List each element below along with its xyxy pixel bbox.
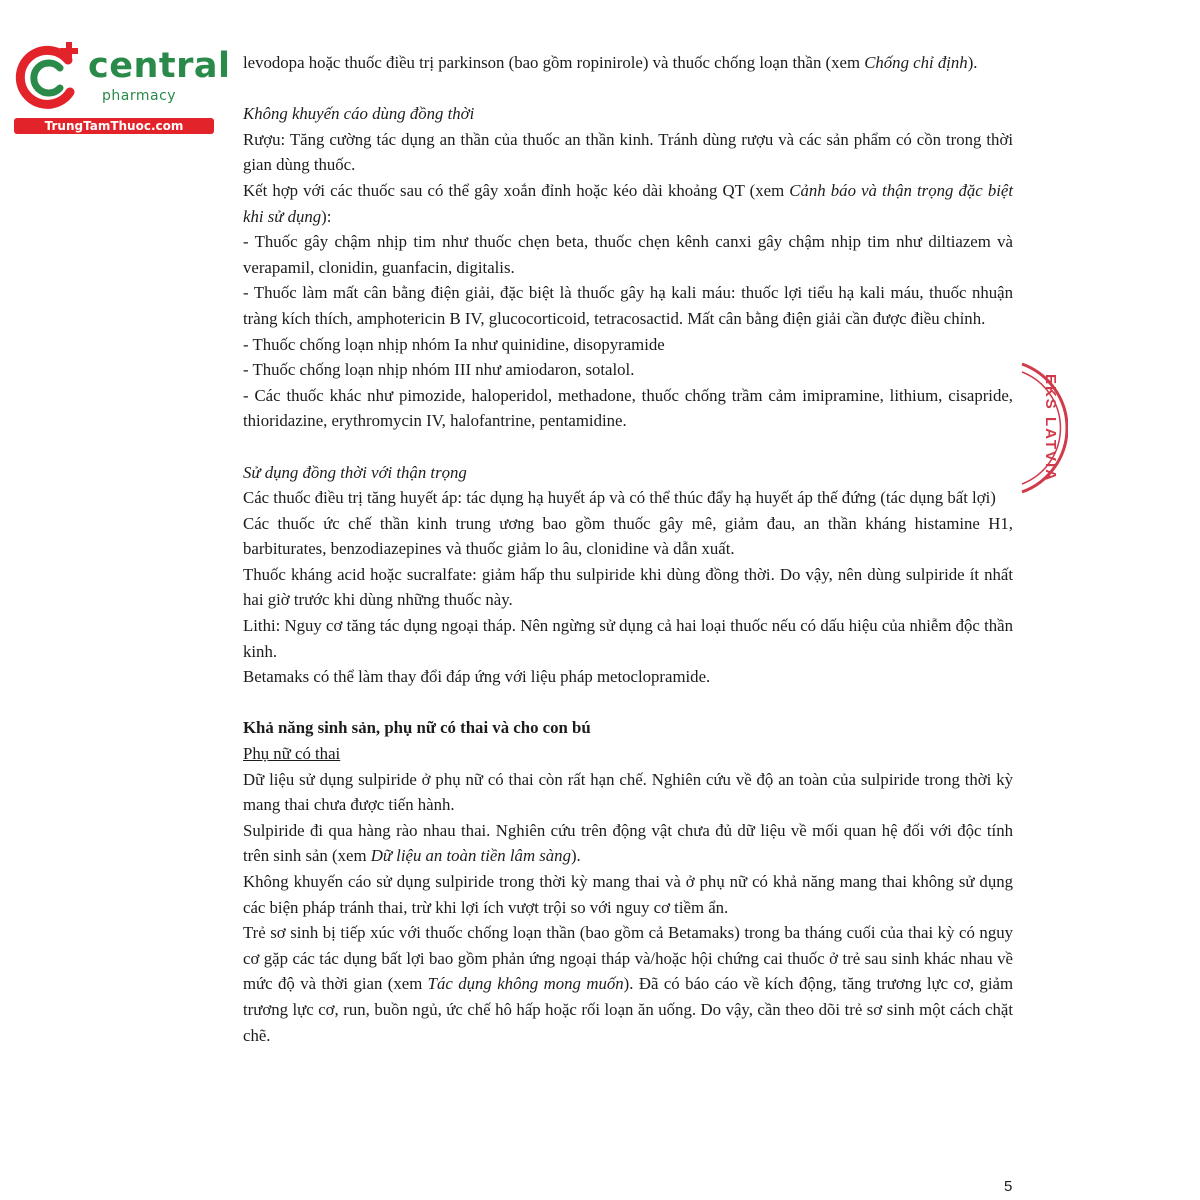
paragraph: Các thuốc ức chế thần kinh trung ương bao gồm thuốc gây mê, giảm đau, an thần kháng histamine H1, barbiturates, benzodiazepines và thuốc giảm lo âu, clonidine và dẫn xuất. [243,513,1013,559]
stamp-text: EKS LATVIA [1042,373,1059,483]
list-item: - Thuốc chống loạn nhịp nhóm III như amiodaron, sotalol. [243,360,635,380]
paragraph-reference: Tác dụng không mong muốn [427,974,624,994]
paragraph: Không khuyến cáo sử dụng sulpiride trong thời kỳ mang thai và ở phụ nữ có khả năng mang thai không sử dụng các biện pháp tránh thai, trừ khi lợi ích vượt trội so với nguy cơ tiềm ẩn. [243,872,1013,917]
section-heading-not-recommended: Không khuyến cáo dùng đồng thời [243,104,475,124]
paragraph: Lithi: Nguy cơ tăng tác dụng ngoại tháp. Nên ngừng sử dụng cả hai loại thuốc nếu có dấu hiệu của nhiễm độc thần kinh. [243,616,1013,661]
paragraph-text-end: ): [321,206,332,226]
paragraph-text-end: ). [570,846,581,866]
logo-brand-text: central [88,46,231,86]
intro-text: levodopa hoặc thuốc điều trị parkinson (bao gồm ropinirole) và thuốc chống loạn thần (xem [243,53,865,72]
paragraph-text: Trẻ sơ sinh bị tiếp xúc với thuốc chống loạn thần (bao gồm cả Betamaks) trong ba tháng cuối của thai kỳ có nguy cơ gặp các tác dụng bất lợi bao gồm phản ứng ngoại tháp và/hoặc hội chứng cai thuốc ở trẻ sau sinh khác nhau về mức độ và thời gian (xem [243,923,1013,994]
paragraph-reference: Dữ liệu an toàn tiền lâm sàng [370,846,571,866]
page-number: 5 [1004,1178,1013,1195]
paragraph: Các thuốc điều trị tăng huyết áp: tác dụng hạ huyết áp và có thể thúc đẩy hạ huyết áp thế đứng (tác dụng bất lợi) [243,488,996,508]
central-pharmacy-logo [10,38,231,138]
list-item: - Thuốc gây chậm nhịp tim như thuốc chẹn beta, thuốc chẹn kênh canxi gây chậm nhịp tim như diltiazem và verapamil, clonidin, guanfacin, digitalis. [243,232,1013,277]
paragraph-reference: Cảnh báo và thận trọng đặc biệt khi sử dụng [243,180,1014,226]
paragraph [243,920,1013,1048]
section-heading-caution: Sử dụng đồng thời với thận trọng [243,462,467,482]
paragraph [243,178,1013,229]
logo-sub-text: pharmacy [102,88,177,104]
list-item: - Các thuốc khác như pimozide, haloperidol, methadone, thuốc chống trầm cảm imipramine, lithium, cisapride, thioridazine, erythromycin IV, halofantrine, pentamidine. [243,385,1013,431]
list-item: - Thuốc làm mất cân bằng điện giải, đặc biệt là thuốc gây hạ kali máu: thuốc lợi tiểu hạ kali máu, thuốc nhuận tràng kích thích, amphotericin B IV, glucocorticoid, tetracosactid. Mất cân bằng điện giải cần được điều chỉnh. [243,283,1013,328]
list-item: - Thuốc chống loạn nhịp nhóm Ia như quinidine, disopyramide [243,334,665,354]
paragraph-text-end: ). Đã có báo cáo về kích động, tăng trương lực cơ, giảm trương lực cơ, run, buồn ngủ, ức chế hô hấp hoặc rối loạn ăn uống. Do vậy, cần theo dõi trẻ sơ sinh một cách chặt chẽ. [243,974,1013,1045]
intro-paragraph [243,50,1013,76]
section-heading-pregnancy: Khả năng sinh sản, phụ nữ có thai và cho con bú [243,718,591,738]
paragraph-text: Kết hợp với các thuốc sau có thể gây xoắn đỉnh hoặc kéo dài khoảng QT (xem [243,180,790,200]
stamp-seal [1020,358,1068,498]
paragraph: Dữ liệu sử dụng sulpiride ở phụ nữ có thai còn rất hạn chế. Nghiên cứu về độ an toàn của sulpiride trong thời kỳ mang thai chưa được tiến hành. [243,769,1013,815]
paragraph: Betamaks có thể làm thay đổi đáp ứng với liệu pháp metoclopramide. [243,667,711,687]
document-body [243,50,1013,1048]
paragraph: Rượu: Tăng cường tác dụng an thần của thuốc an thần kinh. Tránh dùng rượu và các sản phẩm có cồn trong thời gian dùng thuốc. [243,129,1013,175]
paragraph-text: Sulpiride đi qua hàng rào nhau thai. Nghiên cứu trên động vật chưa đủ dữ liệu về mối quan hệ đối với độc tính trên sinh sản (xem [243,820,1013,866]
intro-text-end: ). [967,53,978,72]
intro-reference: Chống chỉ định [864,53,968,72]
logo-site-banner: TrungTamThuoc.com [14,118,214,134]
paragraph [243,818,1013,869]
paragraph: Thuốc kháng acid hoặc sucralfate: giảm hấp thu sulpiride khi dùng đồng thời. Do vậy, nên dùng sulpiride ít nhất hai giờ trước khi dùng những thuốc này. [243,564,1013,610]
subheading-pregnant-women: Phụ nữ có thai [243,744,341,764]
central-pharmacy-logo-icon [10,40,86,116]
